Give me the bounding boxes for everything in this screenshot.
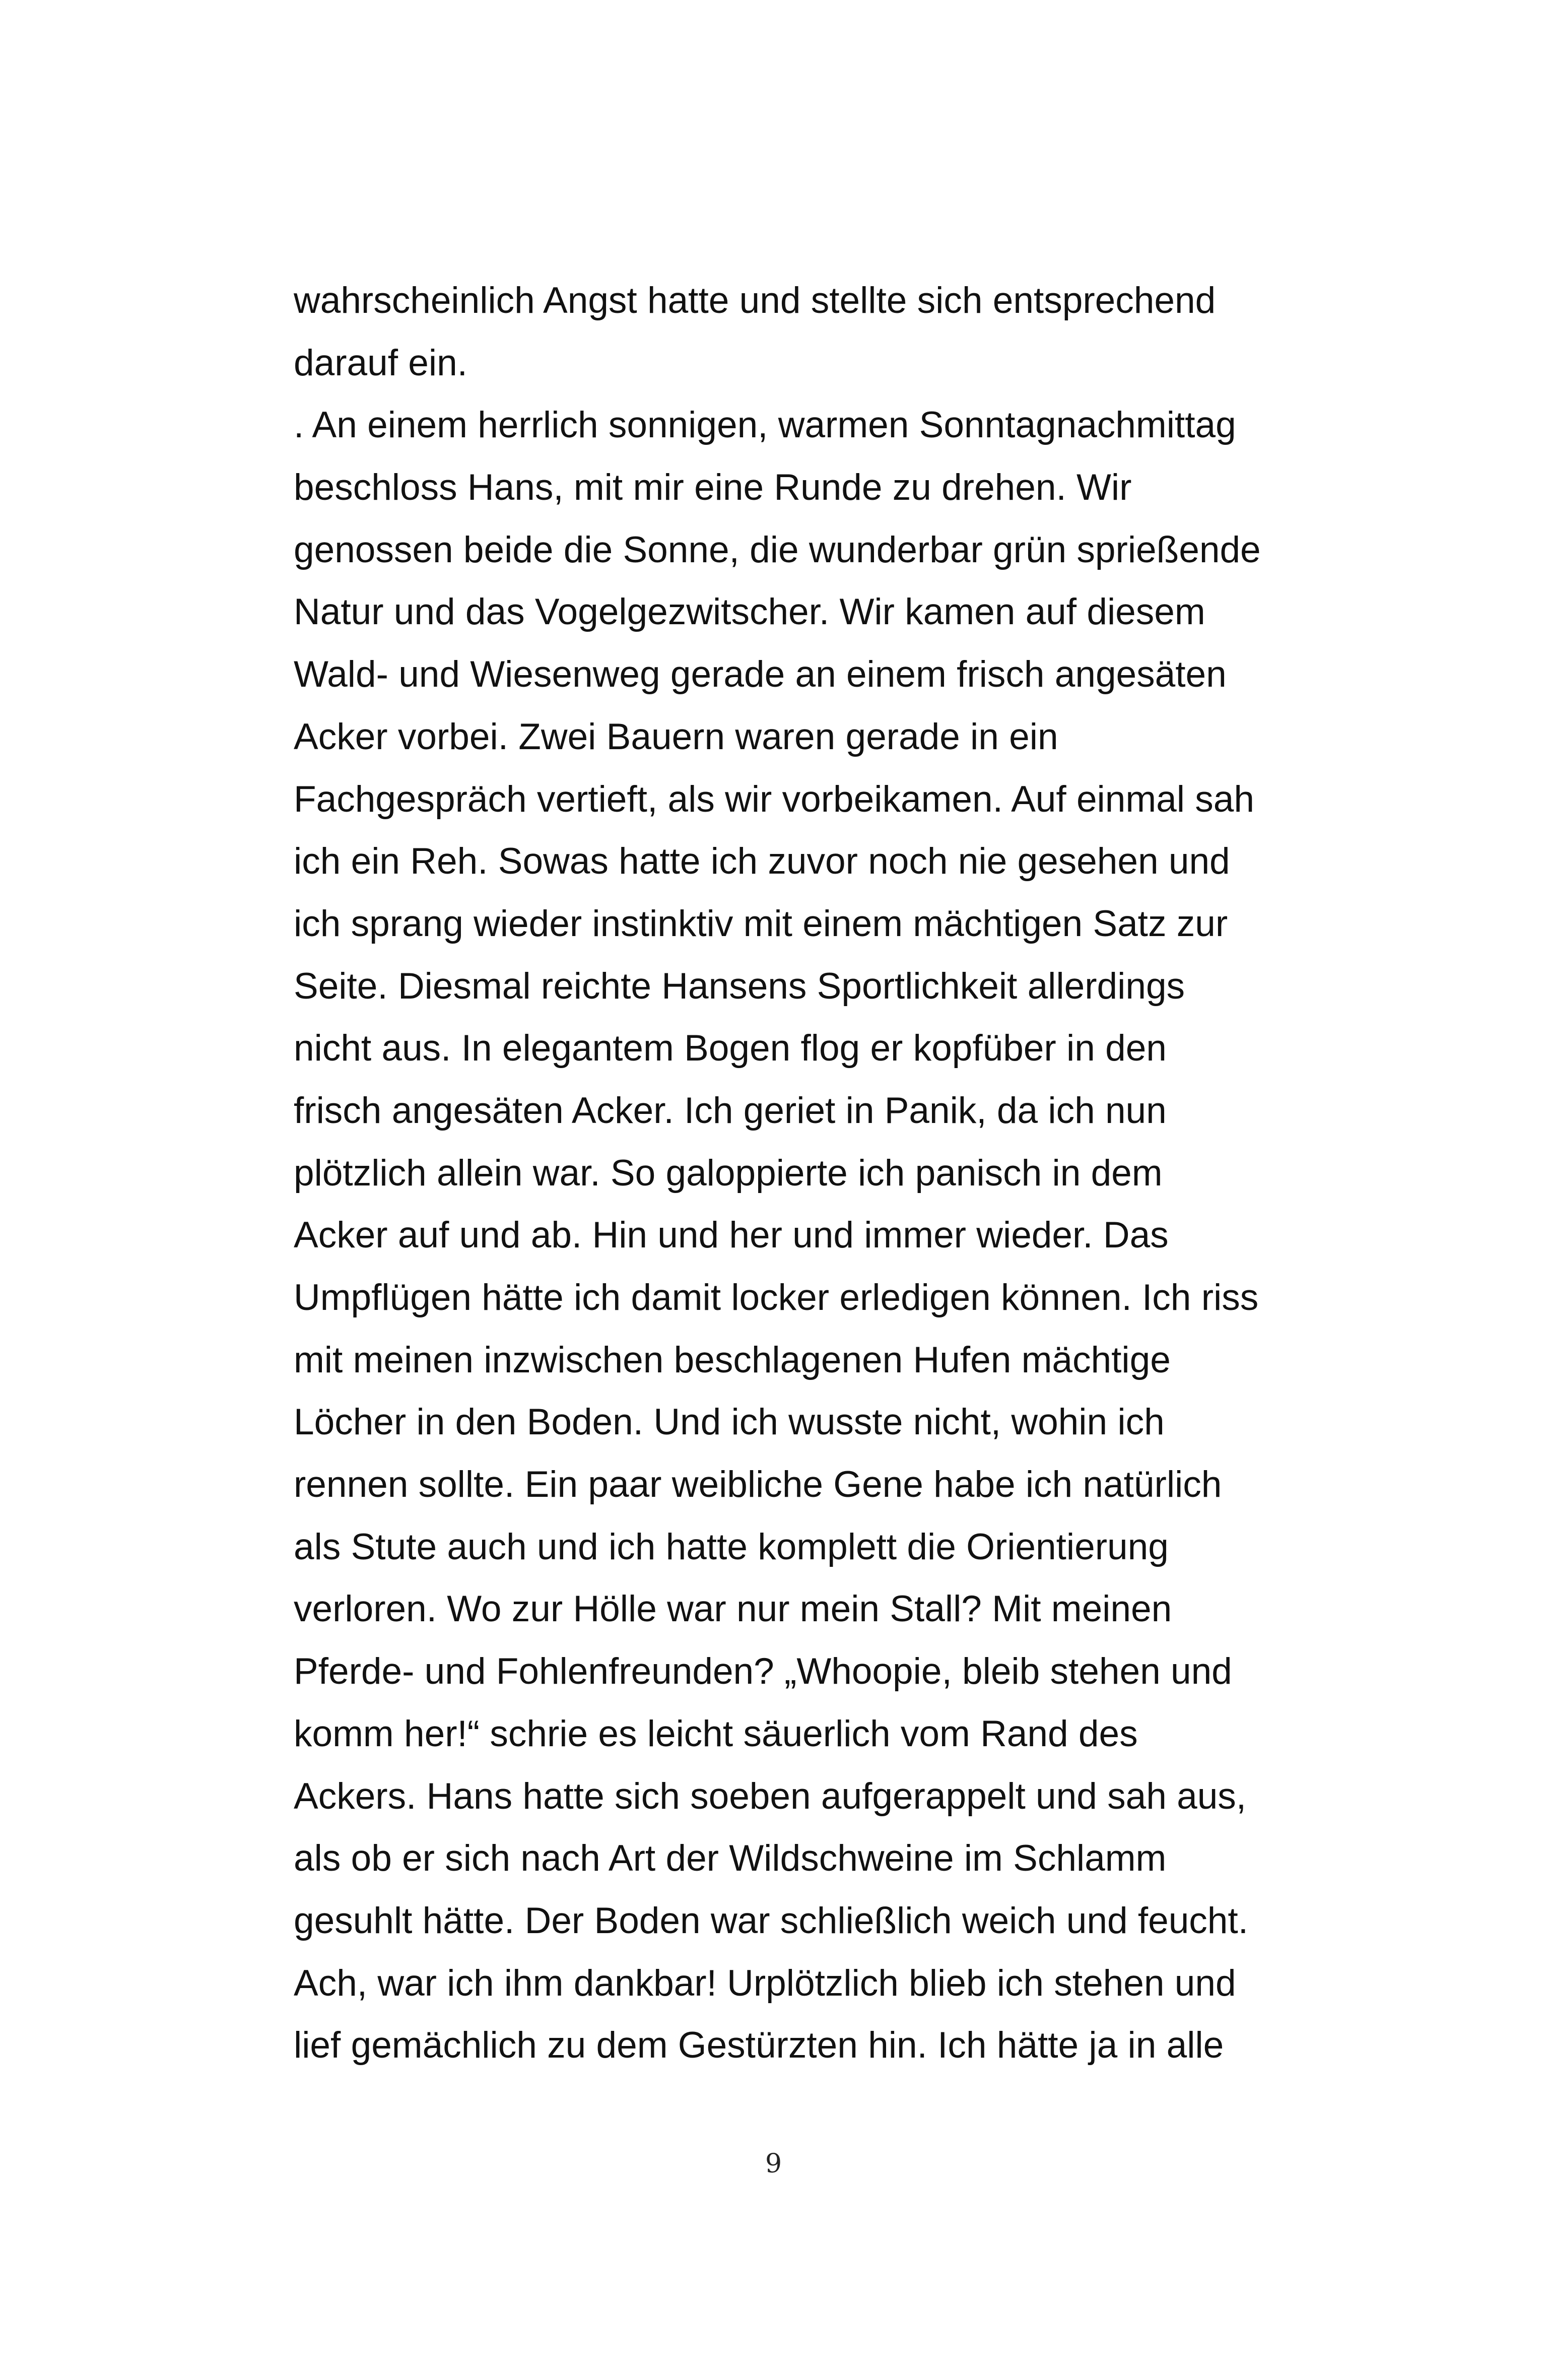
text-line: lief gemächlich zu dem Gestürzten hin. Ich hätte ja in alle — [294, 2025, 1224, 2066]
text-line: darauf ein. — [294, 342, 467, 383]
text-line: rennen sollte. Ein paar weibliche Gene habe ich natürlich — [294, 1464, 1222, 1505]
text-line: mit meinen inzwischen beschlagenen Hufen mächtige — [294, 1339, 1171, 1380]
text-line: genossen beide die Sonne, die wunderbar grün sprießende — [294, 529, 1261, 570]
text-line: Seite. Diesmal reichte Hansens Sportlichkeit allerdings — [294, 965, 1185, 1007]
text-line: Natur und das Vogelgezwitscher. Wir kamen auf diesem — [294, 591, 1205, 633]
page-number: 9 — [765, 2149, 782, 2179]
text-line: Fachgespräch vertieft, als wir vorbeikamen. Auf einmal sah — [294, 778, 1254, 820]
text-line: Ach, war ich ihm dankbar! Urplötzlich blieb ich stehen und — [294, 1962, 1236, 2004]
text-line: als Stute auch und ich hatte komplett die Orientierung — [294, 1526, 1169, 1567]
body-text — [294, 276, 1276, 2083]
text-line: Acker auf und ab. Hin und her und immer wieder. Das — [294, 1215, 1169, 1256]
text-line: Acker vorbei. Zwei Bauern waren gerade in ein — [294, 716, 1058, 757]
text-line: . An einem herrlich sonnigen, warmen Sonntagnachmittag — [294, 405, 1236, 446]
text-line: Ackers. Hans hatte sich soeben aufgerappelt und sah aus, — [294, 1775, 1247, 1817]
text-line: ich ein Reh. Sowas hatte ich zuvor noch nie gesehen und — [294, 841, 1230, 882]
text-line: als ob er sich nach Art der Wildschweine im Schlamm — [294, 1838, 1167, 1879]
text-line: nicht aus. In elegantem Bogen flog er kopfüber in den — [294, 1028, 1167, 1069]
text-line: Pferde- und Fohlenfreunden? „Whoopie, bleib stehen und — [294, 1651, 1232, 1692]
text-line: gesuhlt hätte. Der Boden war schließlich weich und feucht. — [294, 1900, 1248, 1941]
text-line: Wald- und Wiesenweg gerade an einem frisch angesäten — [294, 654, 1227, 695]
text-line: beschloss Hans, mit mir eine Runde zu drehen. Wir — [294, 467, 1132, 508]
text-line: ich sprang wieder instinktiv mit einem mächtigen Satz zur — [294, 903, 1228, 944]
text-line: Umpflügen hätte ich damit locker erledigen können. Ich riss — [294, 1277, 1259, 1318]
text-line: verloren. Wo zur Hölle war nur mein Stall? Mit meinen — [294, 1589, 1172, 1630]
text-line: komm her!“ schrie es leicht säuerlich vom Rand des — [294, 1713, 1138, 1754]
text-line: plötzlich allein war. So galoppierte ich panisch in dem — [294, 1152, 1163, 1194]
text-line: wahrscheinlich Angst hatte und stellte sich entsprechend — [294, 280, 1216, 321]
text-line: frisch angesäten Acker. Ich geriet in Panik, da ich nun — [294, 1090, 1167, 1131]
text-line: Löcher in den Boden. Und ich wusste nicht, wohin ich — [294, 1402, 1165, 1443]
